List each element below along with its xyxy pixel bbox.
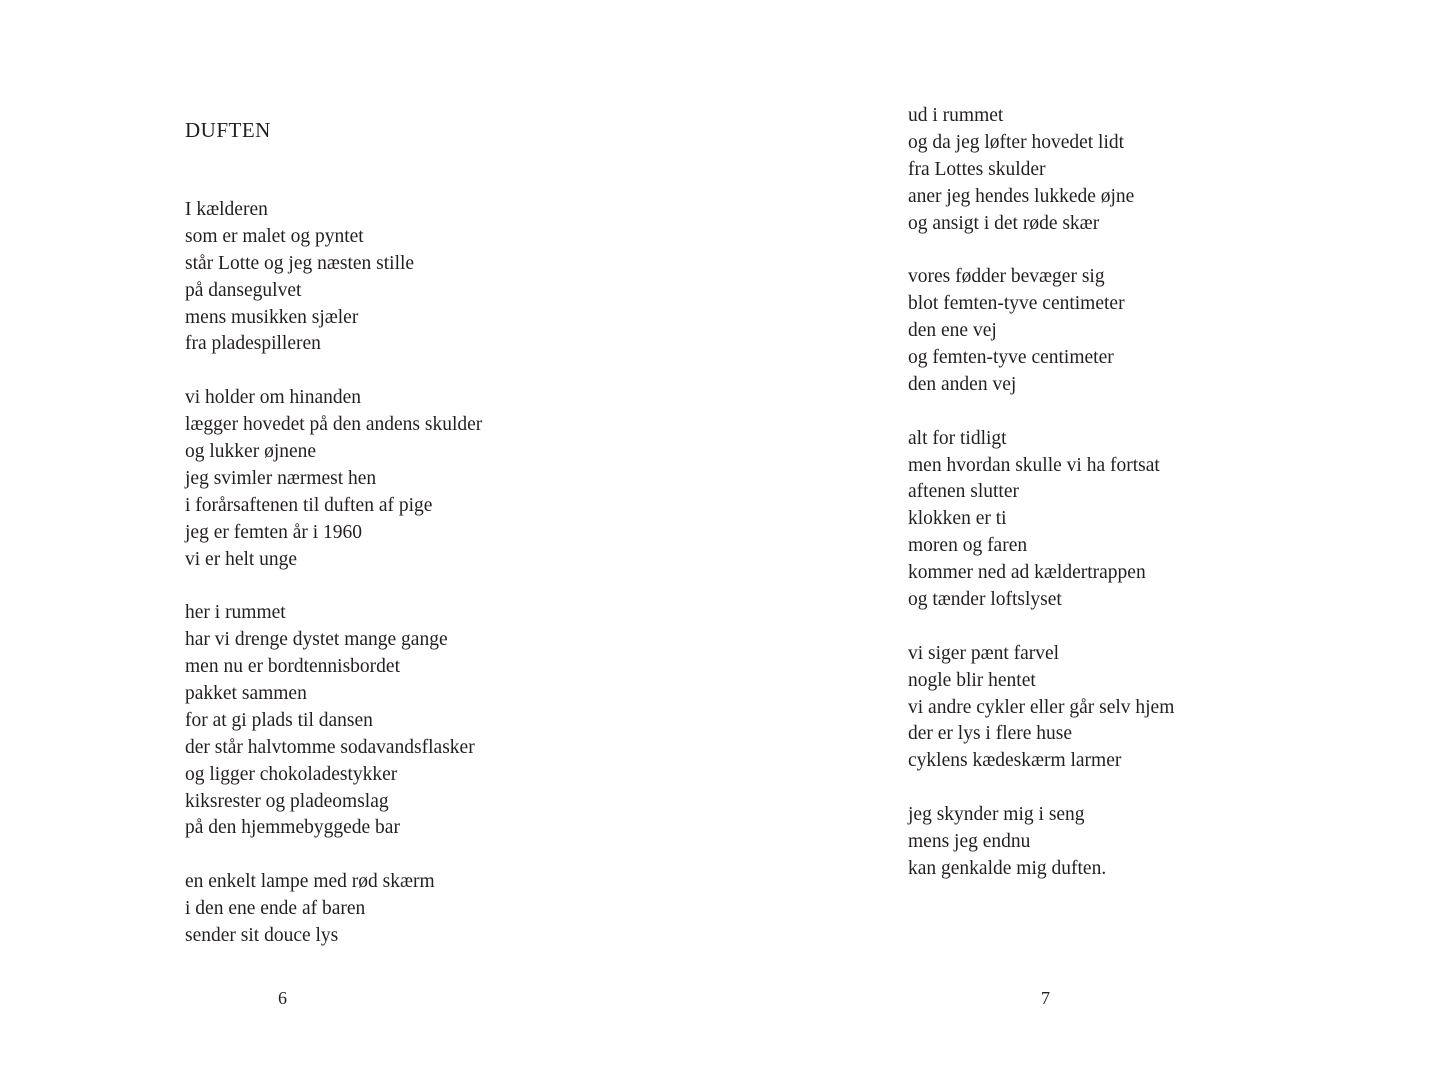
poem-line: kan genkalde mig duften.: [908, 857, 1107, 879]
poem-line: har vi drenge dystet mange gange: [185, 629, 448, 651]
poem-line: her i rummet: [185, 602, 286, 624]
stanza: [908, 264, 1174, 398]
stanza: [185, 869, 482, 950]
poem-line: og ligger chokoladestykker: [185, 763, 398, 785]
poem-line: aftenen slutter: [908, 481, 1019, 503]
poem-line: står Lotte og jeg næsten stille: [185, 252, 415, 274]
poem-line: ud i rummet: [908, 105, 1004, 126]
poem-line: men nu er bordtennisbordet: [185, 656, 400, 678]
poem-line: der er lys i flere huse: [908, 723, 1073, 745]
stanza: [908, 426, 1174, 614]
poem-line: og tænder loftslyset: [908, 589, 1062, 611]
poem-line: mens musikken sjæler: [185, 306, 359, 328]
poem-line: i den ene ende af baren: [185, 898, 366, 920]
poem-line: jeg svimler nærmest hen: [185, 467, 377, 489]
poem-line: nogle blir hentet: [908, 669, 1036, 691]
poem-line: og da jeg løfter hovedet lidt: [908, 131, 1125, 153]
poem-title: DUFTEN: [185, 118, 271, 142]
stanza: [185, 385, 482, 573]
poem-line: vi andre cykler eller går selv hjem: [908, 696, 1175, 718]
stanza: [908, 103, 1174, 237]
poem-line: fra pladespilleren: [185, 333, 321, 355]
poem-line: kommer ned ad kældertrappen: [908, 562, 1146, 584]
right-poem-body: [908, 103, 1174, 883]
poem-line: der står halvtomme sodavandsflasker: [185, 736, 475, 758]
poem-line: og ansigt i det røde skær: [908, 212, 1100, 234]
poem-line: moren og faren: [908, 535, 1028, 557]
poem-line: kiksrester og pladeomslag: [185, 790, 389, 812]
poem-line: en enkelt lampe med rød skærm: [185, 871, 435, 893]
poem-line: på den hjemmebyggede bar: [185, 817, 400, 839]
stanza: [185, 197, 482, 358]
poem-line: jeg skynder mig i seng: [908, 804, 1085, 826]
poem-line: alt for tidligt: [908, 427, 1007, 449]
poem-line: mens jeg endnu: [908, 831, 1031, 853]
poem-line: den ene vej: [908, 320, 997, 342]
stanza: [908, 641, 1174, 775]
poem-line: cyklens kædeskærm larmer: [908, 750, 1122, 772]
page-number-left: 6: [278, 988, 287, 1008]
left-page: [0, 0, 722, 1087]
poem-line: aner jeg hendes lukkede øjne: [908, 185, 1135, 207]
poem-line: I kælderen: [185, 199, 268, 220]
poem-line: vi siger pænt farvel: [908, 642, 1060, 664]
poem-line: og lukker øjnene: [185, 441, 317, 463]
poem-line: pakket sammen: [185, 683, 307, 705]
poem-line: vores fødder bevæger sig: [908, 266, 1105, 288]
page-number-right: 7: [1041, 988, 1050, 1008]
poem-line: men hvordan skulle vi ha fortsat: [908, 454, 1160, 476]
poem-line: jeg er femten år i 1960: [185, 521, 363, 543]
stanza: [908, 802, 1174, 883]
left-poem-body: [185, 197, 482, 950]
poem-line: klokken er ti: [908, 508, 1007, 530]
poem-line: for at gi plads til dansen: [185, 709, 373, 731]
poem-line: i forårsaftenen til duften af pige: [185, 494, 433, 516]
poem-line: på dansegulvet: [185, 279, 302, 301]
poem-line: vi holder om hinanden: [185, 387, 362, 409]
poem-line: sender sit douce lys: [185, 925, 339, 947]
poem-line: vi er helt unge: [185, 548, 298, 570]
poem-line: som er malet og pyntet: [185, 225, 364, 247]
poem-line: lægger hovedet på den andens skulder: [185, 414, 483, 436]
poem-line: den anden vej: [908, 373, 1017, 395]
poem-line: fra Lottes skulder: [908, 158, 1046, 180]
poem-line: blot femten-tyve centimeter: [908, 293, 1125, 315]
right-page: [722, 0, 1444, 1087]
stanza: [185, 600, 482, 842]
poem-line: og femten-tyve centimeter: [908, 347, 1114, 369]
